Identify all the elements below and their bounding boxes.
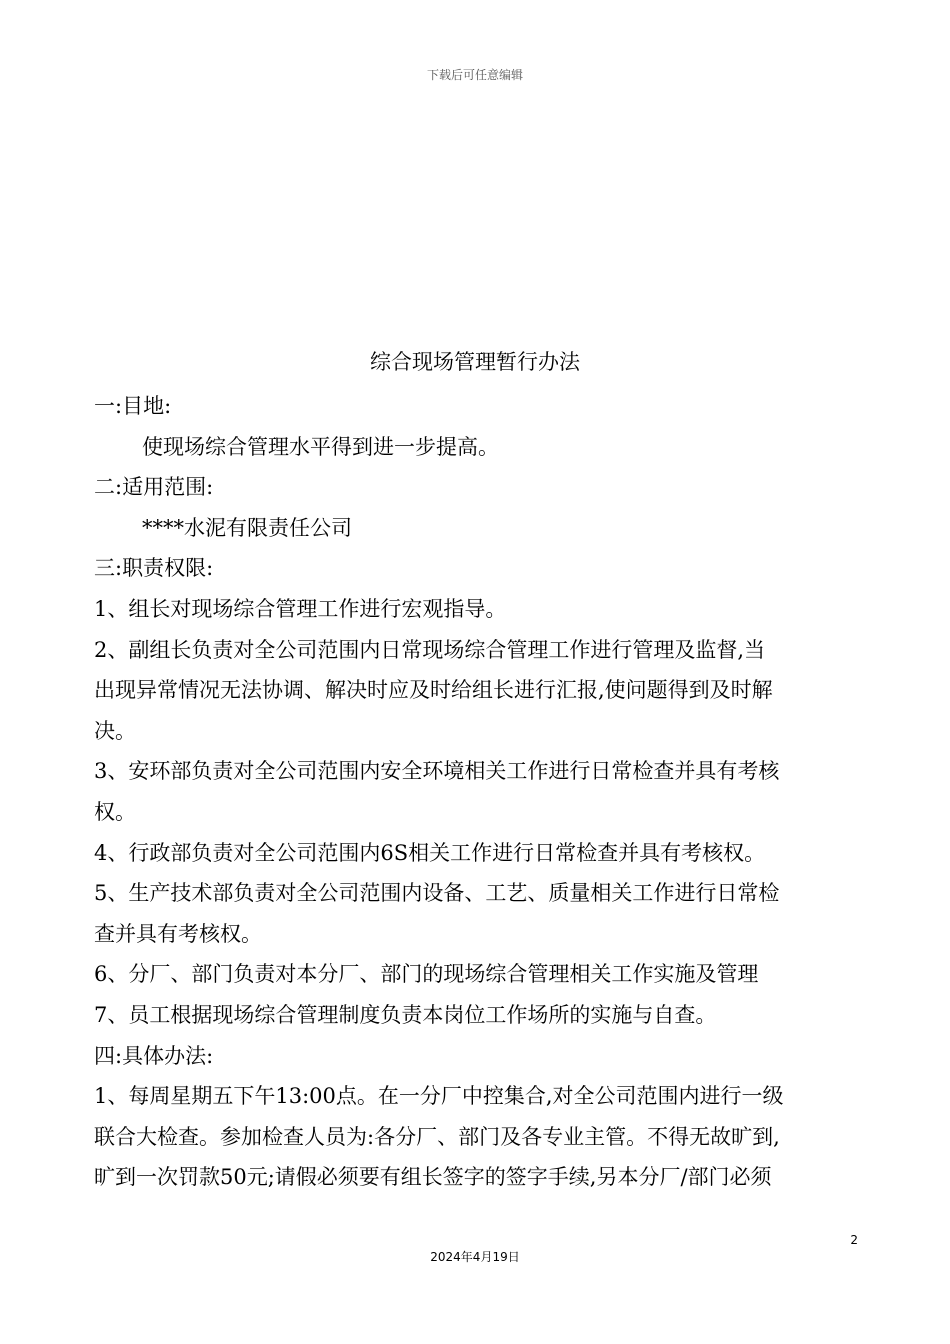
body-line: 6、分厂、部门负责对本分厂、部门的现场综合管理相关工作实施及管理: [94, 962, 759, 987]
body-line: 查并具有考核权。: [94, 921, 262, 946]
body-line: 联合大检查。参加检查人员为:各分厂、部门及各专业主管。不得无故旷到,: [94, 1124, 780, 1149]
body-line: ****水泥有限责任公司: [142, 515, 352, 540]
body-line: 权。: [94, 799, 136, 824]
body-line: 5、生产技术部负责对全公司范围内设备、工艺、质量相关工作进行日常检: [94, 881, 780, 906]
body-line: 3、安环部负责对全公司范围内安全环境相关工作进行日常检查并具有考核: [94, 759, 780, 784]
body-line: 2、副组长负责对全公司范围内日常现场综合管理工作进行管理及监督,当: [94, 637, 766, 662]
body-line: 4、行政部负责对全公司范围内6S相关工作进行日常检查并具有考核权。: [94, 840, 766, 865]
header-note: 下载后可任意编辑: [426, 68, 523, 82]
body-line: 一:目地:: [94, 394, 172, 418]
document-title: 综合现场管理暂行办法: [370, 350, 580, 374]
footer-date: 2024年4月19日: [430, 1250, 520, 1264]
body-line: 7、员工根据现场综合管理制度负责本岗位工作场所的实施与自查。: [94, 1002, 717, 1027]
page-number: 2: [850, 1233, 858, 1247]
body-line: 四:具体办法:: [94, 1043, 214, 1068]
document-body: [94, 386, 859, 1198]
body-line: 1、每周星期五下午13:00点。在一分厂中控集合,对全公司范围内进行一级: [94, 1084, 784, 1109]
body-line: 1、组长对现场综合管理工作进行宏观指导。: [94, 596, 507, 621]
body-line: 使现场综合管理水平得到进一步提高。: [142, 434, 499, 459]
body-line: 旷到一次罚款50元;请假必须要有组长签字的签字手续,另本分厂/部门必须: [94, 1165, 772, 1190]
body-line: 出现异常情况无法协调、解决时应及时给组长进行汇报,使问题得到及时解: [94, 678, 773, 703]
body-line: 决。: [94, 718, 136, 743]
body-line: 三:职责权限:: [94, 556, 214, 581]
body-line: 二:适用范围:: [94, 475, 214, 500]
